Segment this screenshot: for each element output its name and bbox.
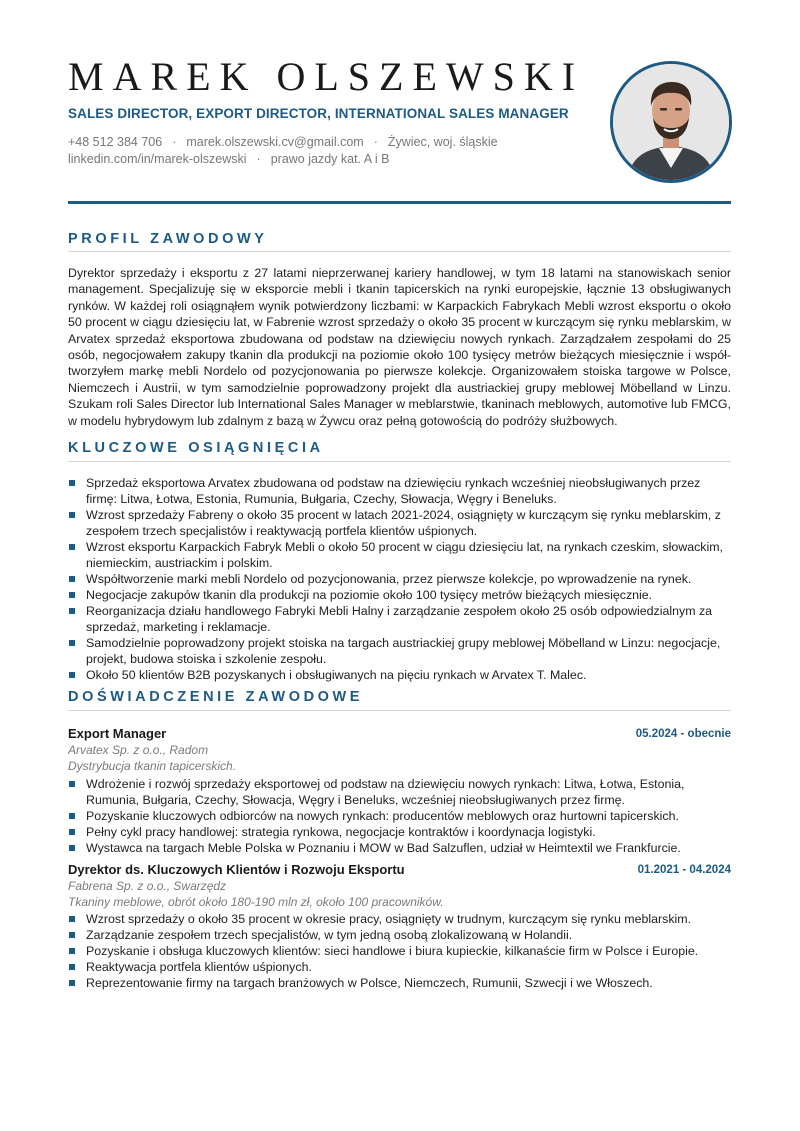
bullet-square-icon — [69, 813, 75, 819]
driving-license: prawo jazdy kat. A i B — [270, 152, 390, 166]
job-date: 05.2024 - obecnie — [635, 728, 731, 740]
separator: · — [373, 135, 378, 149]
list-item: Reaktywacja portfela klientów uśpionych. — [68, 959, 731, 975]
achievements-section-title: KLUCZOWE OSIĄGNIĘCIA — [68, 440, 324, 456]
list-item: Wzrost sprzedaży Fabreny o około 35 procent w latach 2021-2024, osiągnięty w kurczącym się rynku meblarskim, z zespołem trzech specjalistów i reaktywacją portfela klientów uśpionych. — [68, 507, 731, 539]
candidate-name: MAREK OLSZEWSKI — [68, 54, 585, 99]
job-bullets — [68, 776, 731, 856]
bullet-square-icon — [69, 916, 75, 922]
job-titles: SALES DIRECTOR, EXPORT DIRECTOR, INTERNATIONAL SALES MANAGER — [68, 106, 569, 121]
profile-section-title: PROFIL ZAWODOWY — [68, 231, 268, 247]
bullet-square-icon — [69, 829, 75, 835]
bullet-square-icon — [69, 544, 75, 550]
bullet-square-icon — [69, 512, 75, 518]
job-date: 01.2021 - 04.2024 — [637, 864, 731, 876]
bullet-square-icon — [69, 576, 75, 582]
bullet-square-icon — [69, 932, 75, 938]
list-item: Wzrost eksportu Karpackich Fabryk Mebli o około 50 procent w ciągu dziesięciu lat, na rynkach czeskim, słowackim, niemieckim, austriackim i polskim. — [68, 539, 731, 571]
bullet-square-icon — [69, 608, 75, 614]
list-item: Sprzedaż eksportowa Arvatex zbudowana od podstaw na dziewięciu rynkach wcześniej nieobsługiwanych przez firmę: Litwa, Łotwa, Estonia, Rumunia, Bułgaria, Czechy, Słowacja, Węgry i Beneluks. — [68, 475, 731, 507]
bullet-square-icon — [69, 672, 75, 678]
header-divider — [68, 201, 731, 204]
phone-number[interactable]: +48 512 384 706 — [68, 135, 163, 149]
list-item: Wdrożenie i rozwój sprzedaży eksportowej od podstaw na dziewięciu nowych rynkach: Litwa, Łotwa, Estonia, Rumunia, Bułgaria, Czechy, Słowacja, Węgry i Beneluks, wcześniej nieobsługiwanych przez firmę. — [68, 776, 731, 808]
contact-line-1 — [68, 134, 498, 150]
job-bullets — [68, 911, 731, 991]
list-item: Pozyskanie kluczowych odbiorców na nowych rynkach: producentów meblowych oraz hurtowni tapicerskich. — [68, 808, 731, 824]
contact-line-2 — [68, 151, 390, 167]
job-description: Dystrybucja tkanin tapicerskich. — [68, 759, 237, 773]
list-item: Reorganizacja działu handlowego Fabryki Mebli Halny i zarządzanie zespołem około 25 osób odpowiedzialnym za sprzedaż, marketing i reklamacje. — [68, 603, 731, 635]
list-item: Reprezentowanie firmy na targach branżowych w Polsce, Niemczech, Rumunii, Szwecji i we Włoszech. — [68, 975, 731, 991]
list-item: Pełny cykl pracy handlowej: strategia rynkowa, negocjacje kontraktów i koordynacja logistyki. — [68, 824, 731, 840]
list-item: Zarządzanie zespołem trzech specjalistów, w tym jedną osobą zlokalizowaną w Holandii. — [68, 927, 731, 943]
list-item: Pozyskanie i obsługa kluczowych klientów: sieci handlowe i biura kupieckie, kilkanaście firm w Polsce i Europie. — [68, 943, 731, 959]
section-divider — [68, 710, 731, 711]
job-company: Fabrena Sp. z o.o., Swarzędz — [68, 879, 227, 893]
bullet-square-icon — [69, 781, 75, 787]
experience-section-title: DOŚWIADCZENIE ZAWODOWE — [68, 689, 364, 705]
list-item: Samodzielnie poprowadzony projekt stoiska na targach austriackiej grupy meblowej Möbelland w Linzu: negocjacje, projekt, budowa stoiska i szkolenie zespołu. — [68, 635, 731, 667]
bullet-square-icon — [69, 980, 75, 986]
job-description: Tkaniny meblowe, obrót około 180-190 mln zł, około 100 pracowników. — [68, 895, 444, 909]
bullet-square-icon — [69, 480, 75, 486]
job-title: Dyrektor ds. Kluczowych Klientów i Rozwoju Eksportu — [68, 862, 405, 877]
linkedin-link[interactable]: linkedin.com/in/marek-olszewski — [68, 152, 247, 166]
profile-summary: Dyrektor sprzedaży i eksportu z 27 latami nieprzerwanej kariery handlowej, w tym 18 latami na stanowiskach senior management. Specjalizuję się w eksporcie mebli i tkanin tapicerskich na rynki europejskie, łącznie 13 obsługiwanych rynków. W każdej roli osiągnąłem wynik potwierdzony liczbami: w Karpackich Fabrykach Mebli wzrost eksportu o około 50 procent w ciągu dziesięciu lat, w Fabrenie wzrost sprzedaży o około 35 procent w kurczącym się rynku meblarskim, w Arvatex sprzedaż eksportowa zbudowana od podstaw na dziewięciu nowych rynkach. Zarządzałem zespołami do 25 osób, negocjowałem zakupy tkanin dla produkcji na poziomie około 100 tysięcy metrów bieżących miesięcznie i współ-tworzyłem markę mebli Nordelo od pozycjonowania po pierwsze kolekcje. Organizowałem stoiska targowe w Polsce, Niemczech i Austrii, w tym samodzielnie poprowadzony projekt dla austriackiej grupy meblowej Möbelland w Linzu. Szukam roli Sales Director lub International Sales Manager w meblarstwie, tkaninach meblowych, automotive lub FMCG, w modelu hybrydowym lub zdalnym z bazą w Żywcu oraz pełną gotowością do podróży służbowych. — [68, 266, 731, 428]
list-item: Negocjacje zakupów tkanin dla produkcji na poziomie około 100 tysięcy metrów bieżących miesięcznie. — [68, 587, 731, 603]
achievements-list — [68, 475, 731, 683]
section-divider — [68, 251, 731, 252]
bullet-square-icon — [69, 640, 75, 646]
list-item: Wzrost sprzedaży o około 35 procent w okresie pracy, osiągnięty w trudnym, kurczącym się rynku meblarskim. — [68, 911, 731, 927]
list-item: Współtworzenie marki mebli Nordelo od pozycjonowania, przez pierwsze kolekcje, po wprowadzenie na rynek. — [68, 571, 731, 587]
list-item: Około 50 klientów B2B pozyskanych i obsługiwanych na pięciu rynkach w Arvatex T. Malec. — [68, 667, 731, 683]
section-divider — [68, 461, 731, 462]
profile-photo — [610, 61, 732, 183]
bullet-square-icon — [69, 964, 75, 970]
separator: · — [172, 135, 177, 149]
list-item: Wystawca na targach Meble Polska w Poznaniu i MOW w Bad Salzuflen, udział w Heimtextil we Frankfurcie. — [68, 840, 731, 856]
job-company: Arvatex Sp. z o.o., Radom — [68, 743, 209, 757]
bullet-square-icon — [69, 592, 75, 598]
portrait-image — [613, 64, 729, 180]
location: Żywiec, woj. śląskie — [387, 135, 498, 149]
separator: · — [256, 152, 261, 166]
job-title: Export Manager — [68, 726, 167, 741]
bullet-square-icon — [69, 948, 75, 954]
bullet-square-icon — [69, 845, 75, 851]
email-link[interactable]: marek.olszewski.cv@gmail.com — [186, 135, 364, 149]
